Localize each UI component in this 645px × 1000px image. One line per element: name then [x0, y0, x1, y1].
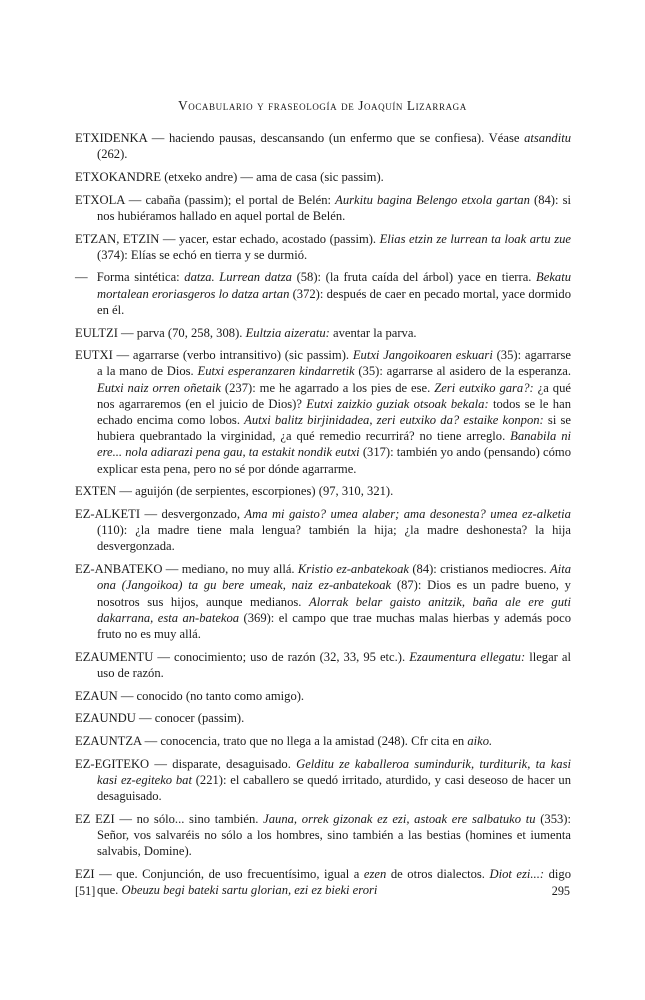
signature-mark: [51] [75, 884, 96, 898]
dictionary-entry: EZAUMENTU — conocimiento; uso de razón (32, 33, 95 etc.). Ezaumentura ellegatu: llegar al uso de razón. [75, 649, 571, 680]
dictionary-entry: ETXOKANDRE (etxeko andre) — ama de casa (sic passim). [75, 169, 384, 184]
dictionary-entry: EXTEN — aguijón (de serpientes, escorpiones) (97, 310, 321). [75, 484, 394, 499]
dictionary-entry: ETXIDENKA — haciendo pausas, descansando (un enfermo que se confiesa). Véase atsanditu (262). [75, 131, 571, 162]
dictionary-entry: EULTZI — parva (70, 258, 308). Eultzia aizeratu: aventar la parva. [75, 325, 417, 340]
dictionary-entry: EZAUNTZA — conocencia, trato que no llega a la amistad (248). Cfr cita en aiko. [75, 734, 493, 748]
dictionary-entry: EZ-ANBATEKO — mediano, no muy allá. Kristio ez-anbatekoak (84): cristianos mediocres. Aita ona (Jangoikoa) ta gu bere umeak, naiz ez-anbatekoak (87): Dios es un padre bueno, y nosotros sus hijos, aunque medianos. Alorrak belar gaisto anitzik, baña ale ere guti dakarrana, esta an-batekoa (369): el campo que trae muchas malas hierbas y además poco fruto no es muy allá. [75, 562, 571, 641]
dictionary-subentry: — Forma sintética: datza. Lurrean datza (58): (la fruta caída del árbol) yace en tierra. Bekatu mortalean eroriasgeros lo datza artan (372): después de caer en pecado mortal, yace dormido en él. [75, 270, 571, 317]
dictionary-entry: ETXOLA — cabaña (passim); el portal de Belén: Aurkitu bagina Belengo etxola gartan (84): si nos hubiéramos hallado en aquel portal de Belén. [75, 192, 571, 223]
main-text-column [75, 130, 571, 905]
page-footer [75, 884, 570, 899]
dictionary-entry: EUTXI — agarrarse (verbo intransitivo) (sic passim). Eutxi Jangoikoaren eskuari (35): agarrarse a la mano de Dios. Eutxi esperanzaren kindarretik (35): agarrarse al asidero de la esperanza. Eutxi naiz orren oñetaik (237): me he agarrado a los pies de ese. Zeri eutxiko gara?: ¿a qué nos agarraremos (en el juicio de Dios)? Eutxi zaizkio guziak otsoak bekala: todos se le han echado encima como lobos. Autxi balitz birjinidadea, zeri eutxiko da? estaike konpon: si se hubiera quebrantado la virginidad, ¿a qué remedio recurrirá? no tiene arreglo. Banabila ni ere... nola adiarazi pena gau, ta estakit nondik eutxi (317): también yo ando (pensando) cómo explicar esta pena, pero no sé por dónde agarrarme. [75, 348, 571, 476]
dictionary-entry: EZ EZI — no sólo... sino también. Jauna, orrek gizonak ez ezi, astoak ere salbatuko tu (353): Señor, vos salvaréis no sólo a los hombres, sino también a las bestias (homines et iumenta salvabis, Domine). [75, 811, 571, 859]
dictionary-entry: ETZAN, ETZIN — yacer, estar echado, acostado (passim). Elias etzin ze lurrean ta loak artu zue (374): Elías se echó en tierra y se durmió. [75, 231, 571, 262]
page-number: 295 [551, 884, 570, 898]
dictionary-entry: EZI — que. Conjunción, de uso frecuentísimo, igual a ezen de otros dialectos. Diot ezi...: digo que. Obeuzu begi bateki sartu glorian, ezi ez bieki erori [75, 866, 572, 898]
dictionary-entry: EZ-ALKETI — desvergonzado, Ama mi gaisto? umea alaber; ama desonesta? umea ez-alketia (110): ¿la madre tiene mala lengua? también la hija; ¿la madre deshonesta? la hija desvergonzada. [75, 507, 571, 554]
dictionary-entry: EZAUN — conocido (no tanto como amigo). [75, 688, 305, 703]
dictionary-entry: EZ-EGITEKO — disparate, desaguisado. Gelditu ze kaballeroa sumindurik, turditurik, ta kasi kasi ez-egiteko bat (221): el caballero se quedó irritado, aturdido, y casi deseoso de hacer un desaguisado. [75, 756, 571, 804]
running-head: Vocabulario y fraseología de Joaquín Lizarraga [178, 98, 467, 113]
dictionary-entry: EZAUNDU — conocer (passim). [75, 711, 245, 726]
